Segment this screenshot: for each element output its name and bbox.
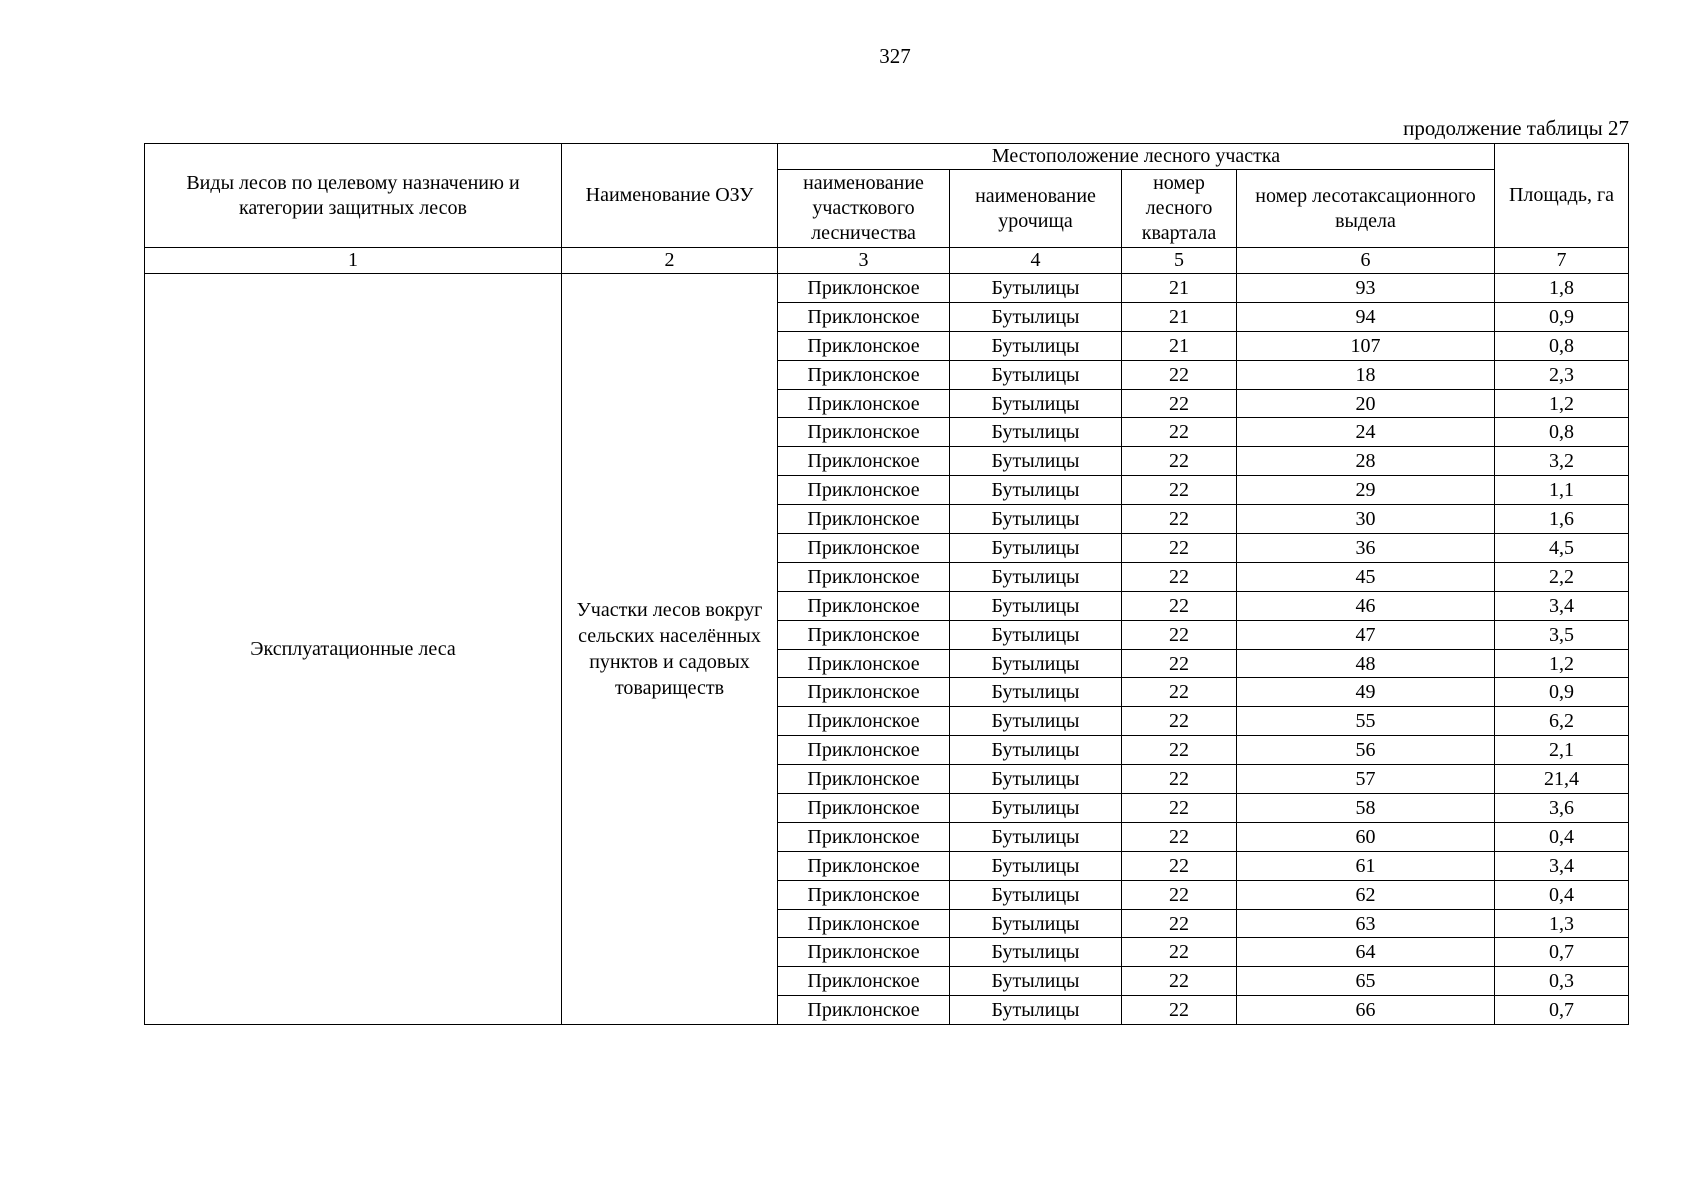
cell-forestry: Приклонское [778, 996, 950, 1025]
cell-quarter: 22 [1122, 389, 1237, 418]
cell-area: 1,1 [1495, 476, 1629, 505]
cell-tract: Бутылицы [950, 476, 1122, 505]
cell-area: 0,8 [1495, 418, 1629, 447]
cell-area: 3,6 [1495, 794, 1629, 823]
cell-forestry: Приклонское [778, 389, 950, 418]
cell-allotment: 65 [1237, 967, 1495, 996]
cell-forestry: Приклонское [778, 736, 950, 765]
cell-allotment: 20 [1237, 389, 1495, 418]
cell-forestry: Приклонское [778, 274, 950, 303]
header-ozu-name: Наименование ОЗУ [562, 144, 778, 248]
cell-quarter: 22 [1122, 851, 1237, 880]
cell-allotment: 56 [1237, 736, 1495, 765]
cell-quarter: 22 [1122, 938, 1237, 967]
header-forest-type: Виды лесов по целевому назначению и категории защитных лесов [145, 144, 562, 248]
column-number: 7 [1495, 248, 1629, 274]
cell-quarter: 22 [1122, 562, 1237, 591]
cell-forestry: Приклонское [778, 678, 950, 707]
column-number: 6 [1237, 248, 1495, 274]
cell-allotment: 61 [1237, 851, 1495, 880]
cell-tract: Бутылицы [950, 938, 1122, 967]
cell-quarter: 21 [1122, 302, 1237, 331]
cell-quarter: 22 [1122, 794, 1237, 823]
column-number: 4 [950, 248, 1122, 274]
cell-tract: Бутылицы [950, 331, 1122, 360]
column-number: 5 [1122, 248, 1237, 274]
cell-area: 3,2 [1495, 447, 1629, 476]
cell-quarter: 22 [1122, 649, 1237, 678]
cell-allotment: 62 [1237, 880, 1495, 909]
cell-forestry: Приклонское [778, 331, 950, 360]
cell-tract: Бутылицы [950, 302, 1122, 331]
cell-forestry: Приклонское [778, 418, 950, 447]
cell-tract: Бутылицы [950, 736, 1122, 765]
cell-area: 0,7 [1495, 996, 1629, 1025]
cell-allotment: 58 [1237, 794, 1495, 823]
cell-area: 1,6 [1495, 505, 1629, 534]
cell-forestry: Приклонское [778, 880, 950, 909]
cell-tract: Бутылицы [950, 822, 1122, 851]
cell-quarter: 22 [1122, 909, 1237, 938]
cell-tract: Бутылицы [950, 505, 1122, 534]
cell-area: 3,4 [1495, 851, 1629, 880]
table-continuation-caption: продолжение таблицы 27 [1403, 116, 1629, 140]
cell-forestry: Приклонское [778, 909, 950, 938]
cell-quarter: 22 [1122, 591, 1237, 620]
cell-forestry: Приклонское [778, 938, 950, 967]
cell-area: 4,5 [1495, 534, 1629, 563]
cell-allotment: 94 [1237, 302, 1495, 331]
cell-quarter: 22 [1122, 996, 1237, 1025]
cell-allotment: 107 [1237, 331, 1495, 360]
cell-allotment: 60 [1237, 822, 1495, 851]
cell-forestry: Приклонское [778, 591, 950, 620]
cell-forest-type: Эксплуатационные леса [145, 274, 562, 1025]
table-body [145, 274, 1629, 1025]
cell-forestry: Приклонское [778, 302, 950, 331]
cell-quarter: 22 [1122, 822, 1237, 851]
table-header [145, 144, 1629, 274]
cell-allotment: 47 [1237, 620, 1495, 649]
cell-area: 1,8 [1495, 274, 1629, 303]
cell-quarter: 21 [1122, 331, 1237, 360]
cell-allotment: 63 [1237, 909, 1495, 938]
forest-plots-table [144, 143, 1629, 1025]
cell-area: 2,2 [1495, 562, 1629, 591]
cell-allotment: 30 [1237, 505, 1495, 534]
cell-quarter: 22 [1122, 360, 1237, 389]
cell-area: 2,3 [1495, 360, 1629, 389]
cell-allotment: 49 [1237, 678, 1495, 707]
cell-forestry: Приклонское [778, 765, 950, 794]
cell-tract: Бутылицы [950, 851, 1122, 880]
cell-allotment: 45 [1237, 562, 1495, 591]
cell-tract: Бутылицы [950, 274, 1122, 303]
cell-tract: Бутылицы [950, 389, 1122, 418]
header-tract: наименование урочища [950, 170, 1122, 248]
cell-tract: Бутылицы [950, 996, 1122, 1025]
cell-tract: Бутылицы [950, 447, 1122, 476]
cell-forestry: Приклонское [778, 967, 950, 996]
cell-allotment: 93 [1237, 274, 1495, 303]
cell-tract: Бутылицы [950, 534, 1122, 563]
cell-quarter: 22 [1122, 736, 1237, 765]
cell-tract: Бутылицы [950, 707, 1122, 736]
cell-area: 2,1 [1495, 736, 1629, 765]
cell-allotment: 18 [1237, 360, 1495, 389]
cell-tract: Бутылицы [950, 794, 1122, 823]
cell-forestry: Приклонское [778, 476, 950, 505]
cell-forestry: Приклонское [778, 505, 950, 534]
cell-quarter: 22 [1122, 534, 1237, 563]
cell-area: 0,3 [1495, 967, 1629, 996]
cell-allotment: 28 [1237, 447, 1495, 476]
table-row [145, 274, 1629, 303]
cell-area: 0,7 [1495, 938, 1629, 967]
cell-tract: Бутылицы [950, 909, 1122, 938]
cell-area: 0,9 [1495, 302, 1629, 331]
cell-allotment: 29 [1237, 476, 1495, 505]
cell-area: 1,2 [1495, 649, 1629, 678]
cell-tract: Бутылицы [950, 678, 1122, 707]
cell-forestry: Приклонское [778, 562, 950, 591]
cell-tract: Бутылицы [950, 591, 1122, 620]
cell-tract: Бутылицы [950, 967, 1122, 996]
cell-forestry: Приклонское [778, 794, 950, 823]
cell-forestry: Приклонское [778, 534, 950, 563]
cell-allotment: 24 [1237, 418, 1495, 447]
cell-area: 0,4 [1495, 880, 1629, 909]
cell-area: 3,5 [1495, 620, 1629, 649]
cell-tract: Бутылицы [950, 649, 1122, 678]
header-allotment: номер лесотаксационного выдела [1237, 170, 1495, 248]
cell-ozu-name: Участки лесов вокруг сельских населённых пунктов и садовых товариществ [562, 274, 778, 1025]
cell-quarter: 21 [1122, 274, 1237, 303]
cell-quarter: 22 [1122, 418, 1237, 447]
column-number: 2 [562, 248, 778, 274]
cell-quarter: 22 [1122, 447, 1237, 476]
cell-area: 0,8 [1495, 331, 1629, 360]
cell-quarter: 22 [1122, 620, 1237, 649]
cell-forestry: Приклонское [778, 851, 950, 880]
cell-forestry: Приклонское [778, 620, 950, 649]
header-quarter: номер лесного квартала [1122, 170, 1237, 248]
cell-area: 1,3 [1495, 909, 1629, 938]
cell-area: 0,9 [1495, 678, 1629, 707]
cell-forestry: Приклонское [778, 707, 950, 736]
cell-quarter: 22 [1122, 476, 1237, 505]
cell-quarter: 22 [1122, 880, 1237, 909]
cell-tract: Бутылицы [950, 418, 1122, 447]
cell-forestry: Приклонское [778, 447, 950, 476]
column-numbers-row [145, 248, 1629, 274]
cell-allotment: 36 [1237, 534, 1495, 563]
header-location-group: Местоположение лесного участка [778, 144, 1495, 170]
cell-quarter: 22 [1122, 505, 1237, 534]
cell-forestry: Приклонское [778, 360, 950, 389]
cell-allotment: 46 [1237, 591, 1495, 620]
cell-tract: Бутылицы [950, 880, 1122, 909]
column-number: 1 [145, 248, 562, 274]
cell-allotment: 66 [1237, 996, 1495, 1025]
cell-tract: Бутылицы [950, 562, 1122, 591]
cell-tract: Бутылицы [950, 360, 1122, 389]
cell-quarter: 22 [1122, 967, 1237, 996]
cell-area: 0,4 [1495, 822, 1629, 851]
cell-area: 6,2 [1495, 707, 1629, 736]
cell-quarter: 22 [1122, 765, 1237, 794]
header-area: Площадь, га [1495, 144, 1629, 248]
cell-forestry: Приклонское [778, 822, 950, 851]
cell-allotment: 48 [1237, 649, 1495, 678]
cell-allotment: 55 [1237, 707, 1495, 736]
header-forestry: наименование участкового лесничества [778, 170, 950, 248]
cell-forestry: Приклонское [778, 649, 950, 678]
cell-quarter: 22 [1122, 678, 1237, 707]
page-number: 327 [879, 44, 911, 68]
cell-tract: Бутылицы [950, 620, 1122, 649]
cell-quarter: 22 [1122, 707, 1237, 736]
cell-allotment: 57 [1237, 765, 1495, 794]
cell-allotment: 64 [1237, 938, 1495, 967]
cell-area: 21,4 [1495, 765, 1629, 794]
cell-tract: Бутылицы [950, 765, 1122, 794]
column-number: 3 [778, 248, 950, 274]
cell-area: 3,4 [1495, 591, 1629, 620]
cell-area: 1,2 [1495, 389, 1629, 418]
